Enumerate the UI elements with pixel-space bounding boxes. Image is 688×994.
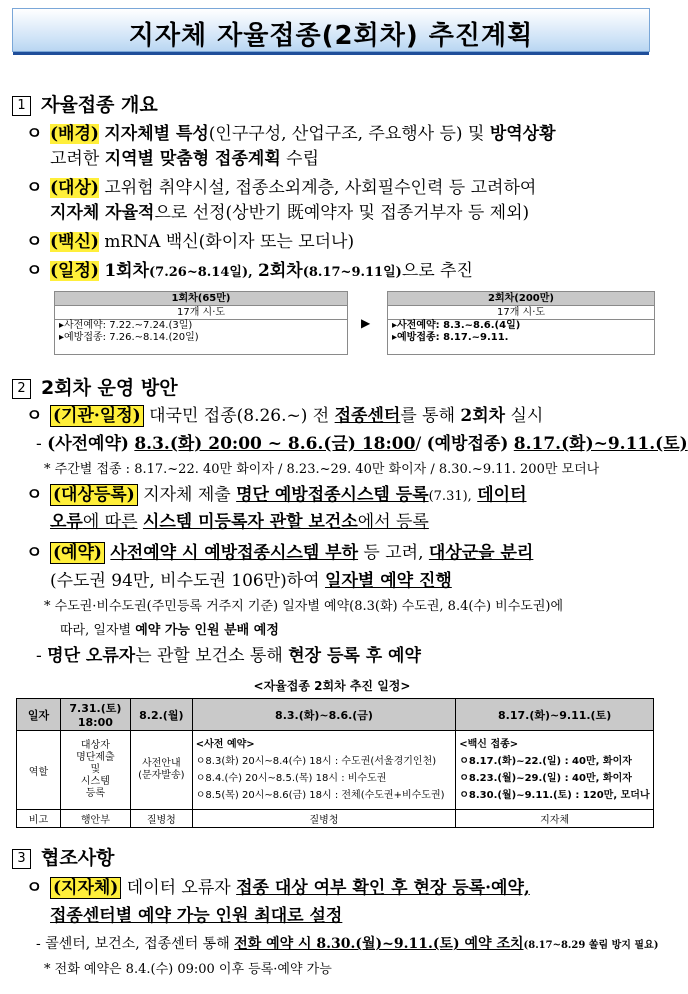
text: 데이터 [477,485,527,505]
box-header: 2회차(200만) [388,292,654,306]
bullet-local-gov [26,876,530,900]
section-title: 자율접종 개요 [41,94,158,116]
cell: 대상자 명단제출 및 시스템 등록 [60,731,130,810]
row-label: 역할 [17,731,61,810]
text: 8.3.(화) 20:00 ~ 8.6.(금) 18:00 [134,434,416,454]
table-caption: <자율접종 2회차 추진 일정> [253,679,411,693]
text: 수립 [286,149,320,169]
bullet-mark: ㅇ [26,232,43,252]
cell: 사전안내 (문자발송) [130,731,192,810]
region-note: * 수도권·비수도권(주민등록 거주지 기준) 일자별 예약(8.3(화) 수도권, 8.4(수) 비수도권)에 [44,599,564,614]
bullet-reservation-cont [50,569,452,593]
text: 일자별 예약 진행 [325,571,452,591]
text: (예방접종) [426,434,509,454]
label-local-gov: (지자체) [50,877,121,899]
text: (8.17~9.11일) [302,265,402,280]
text: 고려한 [50,149,100,169]
dash: - [36,646,42,666]
cell: 질병청 [192,810,456,828]
bullet-background [26,122,556,146]
text: 접종센터별 예약 가능 인원 최대로 설정 [50,906,343,926]
table-header-row [17,699,654,731]
text: 데이터 오류자 [126,878,231,898]
schedule-table [16,698,654,828]
text: 시스템 미등록자 관할 보건소 [142,512,358,532]
box-subheader: 17개 시·도 [55,306,347,320]
section-title: 2회차 운영 방안 [41,377,178,399]
bullet-mark: ㅇ [26,261,43,281]
text: 에 따른 [82,512,138,532]
text: 지자체 제출 [143,485,231,505]
text: 으로 추진 [401,261,473,281]
label-target: (대상) [50,178,99,198]
bullet-target-cont [50,201,529,225]
text: (사전예약) [47,434,129,454]
section-number-box: 1 [12,96,31,116]
bullet-reservation [26,541,533,565]
bullet-mark: ㅇ [26,878,43,898]
title-underline [13,52,649,55]
table-row [17,731,654,810]
region-note-cont [60,619,279,643]
cell [456,731,654,810]
bullet-vaccine [26,230,354,254]
text: 지자체 자율적 [50,203,155,223]
text: (7.26~8.14일), [149,265,253,280]
section-title: 협조사항 [41,847,115,869]
box-subheader: 17개 시·도 [388,306,654,320]
text: 콜센터, 보건소, 접종센터 통해 [45,936,230,952]
bullet-agency [26,404,543,428]
text: 2회차 [258,261,303,281]
bullet-local-gov-cont [50,904,342,928]
text: 방역상황 [489,124,556,144]
bullet-mark: ㅇ [26,178,43,198]
sub-phone-reservation [36,932,658,958]
bullet-mark: ㅇ [26,485,43,505]
text: 1회차 [104,261,150,281]
header-cell: 8.2.(월) [130,699,192,731]
bullet-background-cont [50,147,319,171]
text: 따라, 일자별 [60,623,132,638]
text: 를 통해 [400,406,455,426]
cell-line: ㅇ8.4.(수) 20시~8.5.(목) 18시 : 비수도권 [195,773,387,784]
cell: 행안부 [60,810,130,828]
cell-line: ㅇ8.5(목) 20시~8.6(금) 18시 : 전체(수도권+비수도권) [195,790,445,801]
label-background: (배경) [50,124,99,144]
text: 대국민 접종(8.26.~) 전 [149,406,330,426]
cell-line: ㅇ8.17.(화)~22.(일) : 40만, 화이자 [459,756,632,767]
text: (7.31), [428,489,472,504]
text: (8.17~8.29 쏠림 방지 필요) [523,940,659,951]
label-registration: (대상등록) [50,484,138,506]
bullet-registration [26,483,527,509]
weekly-note: * 주간별 접종 : 8.17.~22. 40만 화이자 / 8.23.~29. 40만 화이자 / 8.30.~9.11. 200만 모더나 [44,462,600,477]
box-row: ▸사전예약: 7.22.~7.24.(3일) [59,320,193,331]
text: 예약 가능 인원 분배 예정 [135,623,279,638]
bullet-mark: ㅇ [26,124,43,144]
header-cell: 7.31.(토) 18:00 [60,699,130,731]
cell-line: ㅇ8.23.(월)~29.(일) : 40만, 화이자 [459,773,632,784]
dash: - [36,434,42,454]
phone-note: * 전화 예약은 8.4.(수) 09:00 이후 등록·예약 가능 [44,962,332,977]
box-row: ▸사전예약: 8.3.~8.6.(4일) [392,320,521,331]
title-banner [12,8,650,52]
section-1-heading [12,90,158,117]
section-2-heading [12,373,178,400]
cell-title: <사전 예약> [195,739,255,750]
section-number-box: 3 [12,849,31,869]
text: 접종 대상 여부 확인 후 현장 등록·예약, [236,878,530,898]
text: 고위험 취약시설, 접종소외계층, 사회필수인력 등 고려하여 [104,178,537,198]
label-reservation: (예약) [50,542,105,564]
text: 실시 [510,406,544,426]
label-agency: (기관·일정) [50,405,144,427]
text: 접종센터 [334,406,401,426]
table-footer-row [17,810,654,828]
round1-box [54,291,348,355]
section-3-heading [12,843,114,870]
arrow-right-icon: ▶ [361,316,371,330]
round2-box [387,291,655,355]
sub-error-users [36,644,421,668]
text: / [415,434,422,454]
text: 현장 등록 후 예약 [288,646,421,666]
bullet-schedule [26,259,473,285]
cell: 지자체 [456,810,654,828]
label-schedule: (일정) [50,261,99,281]
document-title: 지자체 자율접종(2회차) 추진계획 [128,21,534,51]
text: (수도권 94만, 비수도권 106만)하여 [50,571,320,591]
text: 사전예약 시 예방접종시스템 부하 [110,543,359,563]
cell-line: ㅇ8.3(화) 20시~8.4(수) 18시 : 수도권(서울경기인천) [195,756,437,767]
bullet-target [26,176,536,200]
text: (인구구성, 산업구조, 주요행사 등) 및 [208,124,485,144]
cell-title: <백신 접종> [459,739,519,750]
text: 에서 등록 [357,512,429,532]
text: 는 관할 보건소 통해 [135,646,283,666]
text: 2회차 [460,406,506,426]
bullet-mark: ㅇ [26,543,43,563]
cell [192,731,456,810]
text: mRNA 백신(화이자 또는 모더나) [104,232,355,252]
bullet-mark: ㅇ [26,406,43,426]
cell-line: ㅇ8.30.(월)~9.11.(토) : 120만, 모더나 [459,790,650,801]
box-row: ▸예방접종: 7.26.~8.14.(20일) [59,332,199,343]
cell: 질병청 [130,810,192,828]
cell: 비고 [17,810,61,828]
text: 등 고려, [363,543,424,563]
text: 으로 선정(상반기 既예약자 및 접종거부자 등 제외) [154,203,530,223]
box-header: 1회차(65만) [55,292,347,306]
text: 명단 오류자 [47,646,136,666]
text: 8.17.(화)~9.11.(토) [513,434,688,454]
text: 명단 예방접종시스템 등록 [236,485,429,505]
box-row: ▸예방접종: 8.17.~9.11. [392,332,509,343]
header-cell: 일자 [17,699,61,731]
text: 전화 예약 시 8.30.(월)~9.11.(토) 예약 조치 [234,936,524,952]
dash: - [36,936,41,952]
sub-schedule [36,432,688,456]
bullet-registration-cont [50,510,429,534]
text: 오류 [50,512,83,532]
section-number-box: 2 [12,379,31,399]
text: 대상군을 분리 [428,543,534,563]
label-vaccine: (백신) [50,232,99,252]
header-cell: 8.17.(화)~9.11.(토) [456,699,654,731]
header-cell: 8.3.(화)~8.6.(금) [192,699,456,731]
text: 지자체별 특성 [104,124,209,144]
text: 지역별 맞춤형 접종계획 [104,149,281,169]
